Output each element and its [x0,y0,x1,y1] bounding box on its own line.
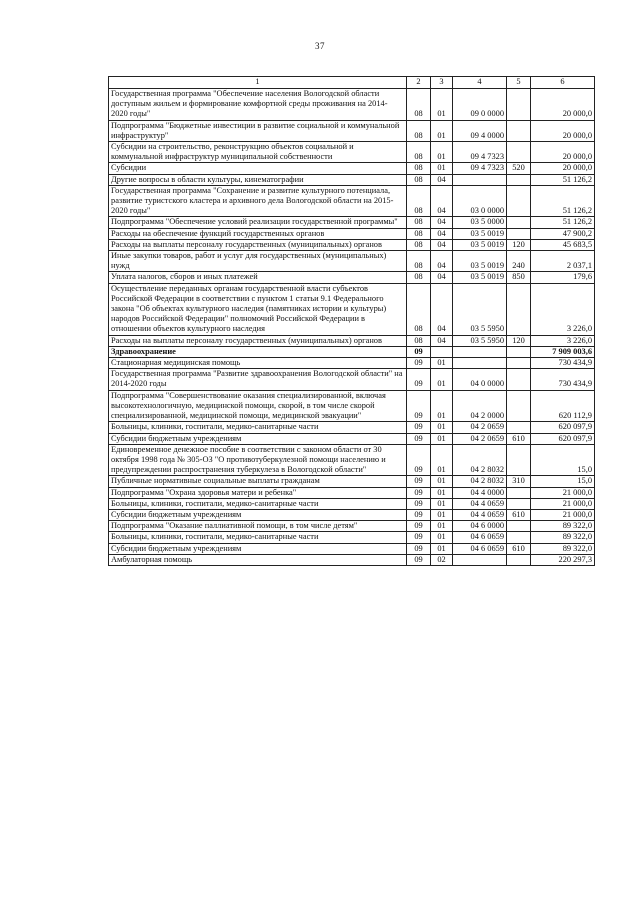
table-row [109,358,595,369]
row-sum: 3 226,0 [531,283,595,335]
row-sum: 51 126,2 [531,217,595,228]
row-subsection: 01 [431,521,453,532]
row-sum: 20 000,0 [531,120,595,141]
header-col-name: 1 [109,77,407,89]
row-section: 08 [407,185,431,217]
row-sum: 7 909 003,6 [531,346,595,357]
table-row [109,487,595,498]
row-section: 09 [407,444,431,476]
row-section: 09 [407,358,431,369]
row-name: Расходы на обеспечение функций государственных органов [109,228,407,239]
table-row [109,444,595,476]
row-name: Подпрограмма "Обеспечение условий реализации государственной программы" [109,217,407,228]
row-sum: 89 322,0 [531,532,595,543]
table-row [109,251,595,272]
table-row [109,346,595,357]
row-name: Субсидии бюджетным учреждениям [109,509,407,520]
row-sum: 620 097,9 [531,422,595,433]
row-expense-type: 120 [507,239,531,250]
row-section: 08 [407,120,431,141]
row-section: 08 [407,142,431,163]
table-row [109,476,595,487]
row-target-article [453,346,507,357]
row-expense-type [507,532,531,543]
row-subsection: 04 [431,283,453,335]
row-section: 09 [407,498,431,509]
row-target-article: 04 2 8032 [453,476,507,487]
row-subsection: 04 [431,251,453,272]
table-row [109,498,595,509]
row-expense-type: 850 [507,272,531,283]
table-row [109,283,595,335]
row-subsection: 04 [431,228,453,239]
row-target-article [453,554,507,565]
row-target-article: 04 4 0659 [453,509,507,520]
row-target-article: 04 2 0000 [453,390,507,422]
row-target-article: 09 0 0000 [453,89,507,121]
row-name: Государственная программа "Развитие здравоохранения Вологодской области" на 2014-2020 годы [109,369,407,390]
row-sum: 21 000,0 [531,509,595,520]
row-sum: 220 297,3 [531,554,595,565]
row-name: Стационарная медицинская помощь [109,358,407,369]
table-row [109,422,595,433]
row-section: 08 [407,228,431,239]
header-col-target-article: 4 [453,77,507,89]
row-target-article: 04 6 0659 [453,532,507,543]
row-sum: 620 112,9 [531,390,595,422]
table-row [109,217,595,228]
row-subsection: 04 [431,185,453,217]
row-name: Больницы, клиники, госпитали, медико-санитарные части [109,532,407,543]
row-sum: 620 097,9 [531,433,595,444]
row-target-article: 04 4 0659 [453,498,507,509]
row-name: Субсидии на строительство, реконструкцию объектов социальной и коммунальной инфраструктур муниципальной собственности [109,142,407,163]
row-sum: 20 000,0 [531,89,595,121]
row-expense-type [507,142,531,163]
row-sum: 47 900,2 [531,228,595,239]
row-expense-type [507,185,531,217]
row-subsection: 01 [431,498,453,509]
row-section: 09 [407,554,431,565]
row-section: 09 [407,487,431,498]
row-section: 09 [407,433,431,444]
row-section: 08 [407,283,431,335]
row-section: 08 [407,217,431,228]
row-section: 09 [407,422,431,433]
row-expense-type: 310 [507,476,531,487]
table-row [109,89,595,121]
table-row [109,390,595,422]
row-subsection: 01 [431,390,453,422]
row-section: 09 [407,390,431,422]
row-target-article [453,174,507,185]
row-section: 08 [407,251,431,272]
row-name: Больницы, клиники, госпитали, медико-санитарные части [109,422,407,433]
row-expense-type [507,487,531,498]
row-subsection: 01 [431,163,453,174]
row-subsection: 01 [431,444,453,476]
row-subsection: 01 [431,369,453,390]
row-target-article: 03 5 0019 [453,272,507,283]
row-target-article: 04 2 0659 [453,433,507,444]
row-subsection: 04 [431,217,453,228]
row-subsection: 01 [431,509,453,520]
row-subsection: 01 [431,142,453,163]
row-name: Подпрограмма "Оказание паллиативной помощи, в том числе детям" [109,521,407,532]
row-expense-type [507,521,531,532]
row-section: 08 [407,89,431,121]
row-expense-type [507,358,531,369]
row-sum: 89 322,0 [531,543,595,554]
row-name: Государственная программа "Обеспечение населения Вологодской области доступным жильем и формирование комфортной среды проживания на 2014-2020 годы" [109,89,407,121]
table-row [109,369,595,390]
row-name: Подпрограмма "Совершенствование оказания специализированной, включая высокотехнологичную, медицинской помощи, скорой, в том числе скорой специализированной, медицинской помощи, медицинской эвакуации" [109,390,407,422]
row-section: 08 [407,163,431,174]
row-name: Субсидии бюджетным учреждениям [109,433,407,444]
row-sum: 20 000,0 [531,163,595,174]
row-sum: 20 000,0 [531,142,595,163]
row-name: Публичные нормативные социальные выплаты гражданам [109,476,407,487]
row-section: 09 [407,543,431,554]
row-sum: 15,0 [531,444,595,476]
row-target-article: 03 5 0019 [453,228,507,239]
page-number: 37 [315,41,325,51]
row-section: 09 [407,369,431,390]
budget-table [108,76,595,566]
row-expense-type: 520 [507,163,531,174]
header-col-expense-type: 5 [507,77,531,89]
row-subsection: 01 [431,476,453,487]
table-row [109,532,595,543]
row-expense-type: 610 [507,433,531,444]
row-sum: 3 226,0 [531,335,595,346]
row-subsection: 01 [431,487,453,498]
row-name: Осуществление переданных органам государственной власти субъектов Российской Федерации в соответствии с пунктом 1 статьи 9.1 Федерального закона "Об объектах культурного наследия (памятниках истории и культуры) народов Российской Федерации" полномочий Российской Федерации в отношении объектов культурного наследия [109,283,407,335]
row-subsection: 04 [431,174,453,185]
row-sum: 45 683,5 [531,239,595,250]
table-row [109,521,595,532]
row-target-article: 04 2 8032 [453,444,507,476]
row-expense-type [507,390,531,422]
table-row [109,335,595,346]
row-subsection: 01 [431,433,453,444]
row-subsection: 01 [431,422,453,433]
row-expense-type [507,283,531,335]
row-section: 09 [407,521,431,532]
row-expense-type [507,217,531,228]
row-subsection: 01 [431,532,453,543]
row-target-article: 03 5 5950 [453,335,507,346]
row-subsection: 01 [431,543,453,554]
header-col-section: 2 [407,77,431,89]
row-expense-type: 610 [507,543,531,554]
table-row [109,239,595,250]
row-expense-type: 240 [507,251,531,272]
row-subsection: 04 [431,335,453,346]
row-expense-type [507,120,531,141]
row-target-article: 03 5 0000 [453,217,507,228]
row-name: Государственная программа "Сохранение и развитие культурного потенциала, развитие туристского кластера и архивного дела Вологодской области на 2015-2020 годы" [109,185,407,217]
table-row [109,120,595,141]
table-row [109,142,595,163]
row-section: 09 [407,532,431,543]
row-sum: 51 126,2 [531,185,595,217]
table-row [109,185,595,217]
row-section: 08 [407,335,431,346]
row-section: 08 [407,239,431,250]
row-expense-type [507,369,531,390]
row-target-article [453,358,507,369]
row-sum: 730 434,9 [531,358,595,369]
row-name: Больницы, клиники, госпитали, медико-санитарные части [109,498,407,509]
row-expense-type: 610 [507,509,531,520]
row-name: Субсидии [109,163,407,174]
row-target-article: 03 5 0019 [453,251,507,272]
row-target-article: 09 4 7323 [453,142,507,163]
row-expense-type [507,228,531,239]
table-row [109,554,595,565]
row-sum: 15,0 [531,476,595,487]
table-row [109,433,595,444]
row-subsection: 04 [431,239,453,250]
row-name: Расходы на выплаты персоналу государственных (муниципальных) органов [109,239,407,250]
row-sum: 21 000,0 [531,487,595,498]
row-section: 08 [407,272,431,283]
table-row [109,163,595,174]
row-name: Единовременное денежное пособие в соответствии с законом области от 30 октября 1998 года № 305-ОЗ "О противотуберкулезной помощи населению и предупреждении распространения туберкулеза в Вологодской области" [109,444,407,476]
row-section: 08 [407,174,431,185]
row-sum: 51 126,2 [531,174,595,185]
row-target-article: 04 0 0000 [453,369,507,390]
row-name: Другие вопросы в области культуры, кинематографии [109,174,407,185]
row-name: Подпрограмма "Бюджетные инвестиции в развитие социальной и коммунальной инфраструктур" [109,120,407,141]
row-name: Подпрограмма "Охрана здоровья матери и ребенка" [109,487,407,498]
row-target-article: 03 5 0019 [453,239,507,250]
table-row [109,228,595,239]
row-target-article: 09 4 7323 [453,163,507,174]
row-target-article: 03 5 5950 [453,283,507,335]
table-header-row [109,77,595,89]
row-target-article: 04 4 0000 [453,487,507,498]
row-expense-type [507,89,531,121]
row-name: Расходы на выплаты персоналу государственных (муниципальных) органов [109,335,407,346]
row-section: 09 [407,476,431,487]
row-target-article: 04 6 0659 [453,543,507,554]
row-subsection: 01 [431,89,453,121]
table-row [109,543,595,554]
row-name: Иные закупки товаров, работ и услуг для государственных (муниципальных) нужд [109,251,407,272]
table-row [109,272,595,283]
row-sum: 730 434,9 [531,369,595,390]
row-target-article: 04 6 0000 [453,521,507,532]
row-target-article: 09 4 0000 [453,120,507,141]
row-expense-type [507,444,531,476]
table-row [109,174,595,185]
row-sum: 179,6 [531,272,595,283]
row-subsection: 01 [431,358,453,369]
row-subsection: 01 [431,120,453,141]
row-subsection [431,346,453,357]
row-target-article: 03 0 0000 [453,185,507,217]
row-name: Уплата налогов, сборов и иных платежей [109,272,407,283]
table-row [109,509,595,520]
row-name: Амбулаторная помощь [109,554,407,565]
row-name: Здравоохранение [109,346,407,357]
row-name: Субсидии бюджетным учреждениям [109,543,407,554]
row-target-article: 04 2 0659 [453,422,507,433]
row-sum: 2 037,1 [531,251,595,272]
header-col-sum: 6 [531,77,595,89]
row-section: 09 [407,509,431,520]
header-col-subsection: 3 [431,77,453,89]
row-expense-type [507,498,531,509]
row-expense-type [507,422,531,433]
row-expense-type [507,346,531,357]
row-sum: 89 322,0 [531,521,595,532]
row-sum: 21 000,0 [531,498,595,509]
row-subsection: 04 [431,272,453,283]
row-expense-type [507,174,531,185]
row-section: 09 [407,346,431,357]
row-expense-type: 120 [507,335,531,346]
row-subsection: 02 [431,554,453,565]
row-expense-type [507,554,531,565]
